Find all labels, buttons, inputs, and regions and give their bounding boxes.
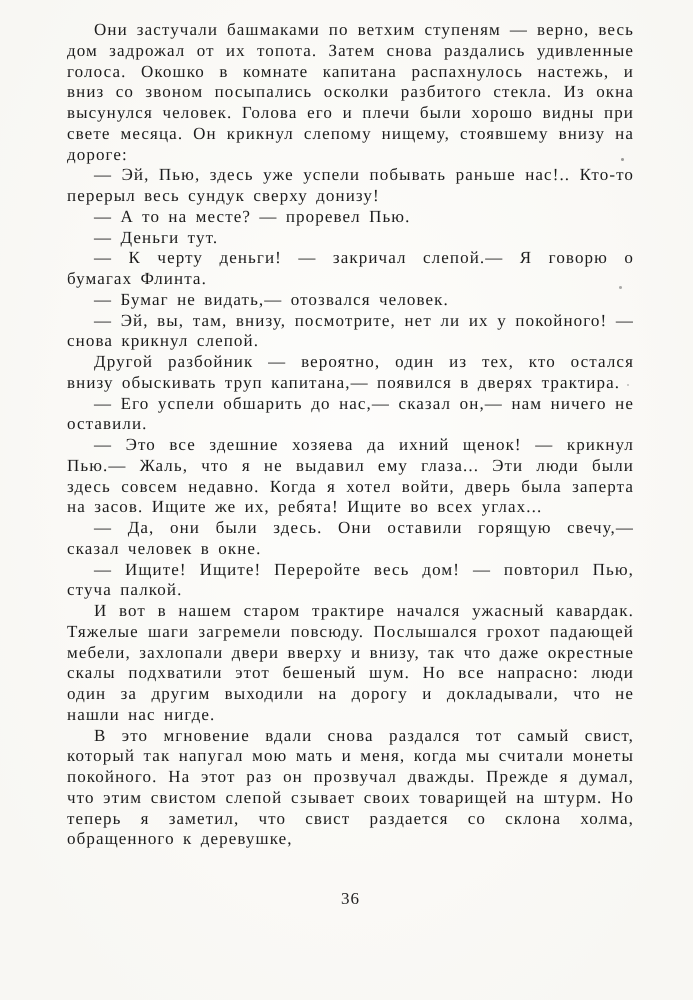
text-block — [67, 20, 634, 850]
paragraph: — Деньги тут. — [94, 227, 219, 247]
paragraph: — Ищите! Ищите! Переройте весь дом! — повторил Пью, стуча палкой. — [67, 559, 634, 600]
paragraph: — Эй, Пью, здесь уже успели побывать раньше нас!.. Кто-то перерыл весь сундук сверху донизу! — [67, 165, 634, 205]
paragraph: — Его успели обшарить до нас,— сказал он,— нам ничего не оставили. — [67, 393, 634, 434]
scan-speck — [619, 286, 622, 289]
paragraph: — Бумаг не видать,— отозвался человек. — [94, 289, 449, 309]
paragraph: — Да, они были здесь. Они оставили горящую свечу,— сказал человек в окне. — [67, 518, 634, 558]
scan-speck — [621, 158, 624, 161]
paragraph: — Эй, вы, там, внизу, посмотрите, нет ли их у покойного! — снова крикнул слепой. — [67, 310, 634, 351]
paragraph: Другой разбойник — вероятно, один из тех, кто остался внизу обыскивать труп капитана,— появился в дверях трактира. — [67, 352, 634, 392]
page-number: 36 — [341, 889, 360, 908]
paragraph: И вот в нашем старом трактире начался ужасный кавардак. Тяжелые шаги загремели повсюду. Послышался грохот падающей мебели, захлопали двери вверху и внизу, так что даже окрестные скалы подхватили этот бешеный шум. Но все напрасно: люди один за другим выходили на дорогу и докладывали, что не нашли нас нигде. — [67, 601, 634, 724]
paragraph: В это мгновение вдали снова раздался тот самый свист, который так напугал мою мать и меня, когда мы считали монеты покойного. На этот раз он прозвучал дважды. Прежде я думал, что этим свистом слепой сзывает своих товарищей на штурм. Но теперь я заметил, что свист раздается со склона холма, обращенного к деревушке, — [67, 725, 634, 849]
paragraph: Они застучали башмаками по ветхим ступеням — верно, весь дом задрожал от их топота. Затем снова раздались удивленные голоса. Окошко в комнате капитана распахнулось настежь, и вниз со звоном посыпались осколки разбитого стекла. Из окна высунулся человек. Голова его и плечи были хорошо видны при свете месяца. Он крикнул слепому нищему, стоявшему внизу на дороге: — [67, 20, 634, 164]
paragraph: — К черту деньги! — закричал слепой.— Я говорю о бумагах Флинта. — [67, 248, 634, 288]
paragraph: — Это все здешние хозяева да ихний щенок! — крикнул Пью.— Жаль, что я не выдавил ему глаза... Эти люди были здесь совсем недавно. Когда я хотел войти, дверь была заперта на засов. Ищите же их, ребята! Ищите во всех углах... — [67, 435, 634, 517]
paragraph: — А то на месте? — проревел Пью. — [94, 206, 411, 226]
scan-speck — [627, 384, 629, 386]
